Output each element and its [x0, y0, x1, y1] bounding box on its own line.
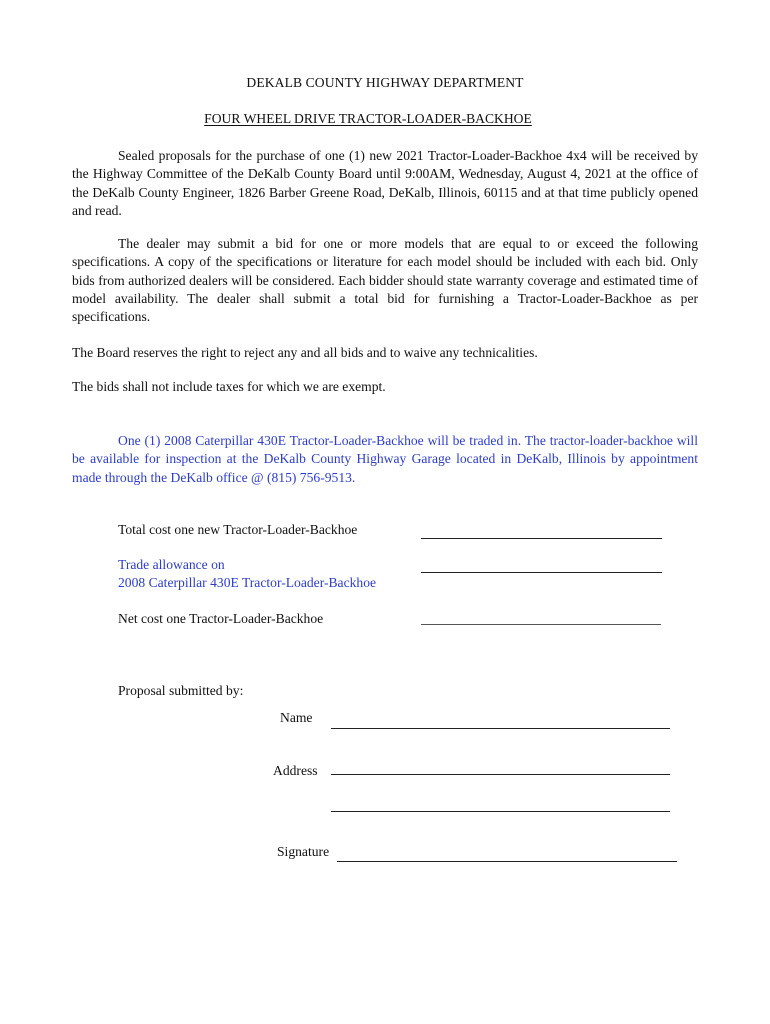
document-subtitle: FOUR WHEEL DRIVE TRACTOR-LOADER-BACKHOE: [204, 111, 532, 126]
total-cost-field[interactable]: [421, 538, 662, 539]
total-cost-label: Total cost one new Tractor-Loader-Backhoe: [118, 522, 358, 537]
address-label: Address: [273, 763, 318, 778]
signature-label: Signature: [277, 844, 330, 859]
paragraph-text: One (1) 2008 Caterpillar 430E Tractor-Loader-Backhoe will be traded in. The tractor-loader-backhoe will be available for inspection at the DeKalb County Highway Garage located in DeKalb, Illinois by appointment made through the DeKalb office @ (815) 756-9513.: [72, 433, 698, 485]
trade-allowance-label-2: 2008 Caterpillar 430E Tractor-Loader-Backhoe: [118, 575, 377, 590]
paragraph-taxes: The bids shall not include taxes for which we are exempt.: [72, 379, 386, 394]
address-field-line-1[interactable]: [331, 774, 670, 775]
net-cost-field[interactable]: [421, 624, 661, 625]
paragraph-text: The dealer may submit a bid for one or more models that are equal to or exceed the following specifications. A copy of the specifications or literature for each model should be included with each bid. Only bids from authorized dealers will be considered. Each bidder should state warranty coverage and estimated time of model availability. The dealer shall submit a total bid for furnishing a Tractor-Loader-Backhoe as per specifications.: [72, 236, 698, 325]
trade-allowance-field[interactable]: [421, 572, 662, 573]
address-field-line-2[interactable]: [331, 811, 670, 812]
document-title: DEKALB COUNTY HIGHWAY DEPARTMENT: [246, 75, 524, 90]
paragraph-text: Sealed proposals for the purchase of one (1) new 2021 Tractor-Loader-Backhoe 4x4 will be received by the Highway Committee of the DeKalb County Board until 9:00AM, Wednesday, August 4, 2021 at the office of the DeKalb County Engineer, 1826 Barber Greene Road, DeKalb, Illinois, 60115 and at that time publicly opened and read.: [72, 148, 698, 218]
paragraph-dealer-bid: [72, 235, 698, 326]
signature-field[interactable]: [337, 861, 677, 862]
proposal-submitted-label: Proposal submitted by:: [118, 683, 244, 698]
paragraph-sealed-proposals: [72, 147, 698, 220]
trade-allowance-label-1: Trade allowance on: [118, 557, 225, 572]
net-cost-label: Net cost one Tractor-Loader-Backhoe: [118, 611, 324, 626]
paragraph-trade-in: [72, 432, 698, 487]
paragraph-board-rights: The Board reserves the right to reject any and all bids and to waive any technicalities.: [72, 345, 538, 360]
name-field[interactable]: [331, 728, 670, 729]
name-label: Name: [280, 710, 313, 725]
